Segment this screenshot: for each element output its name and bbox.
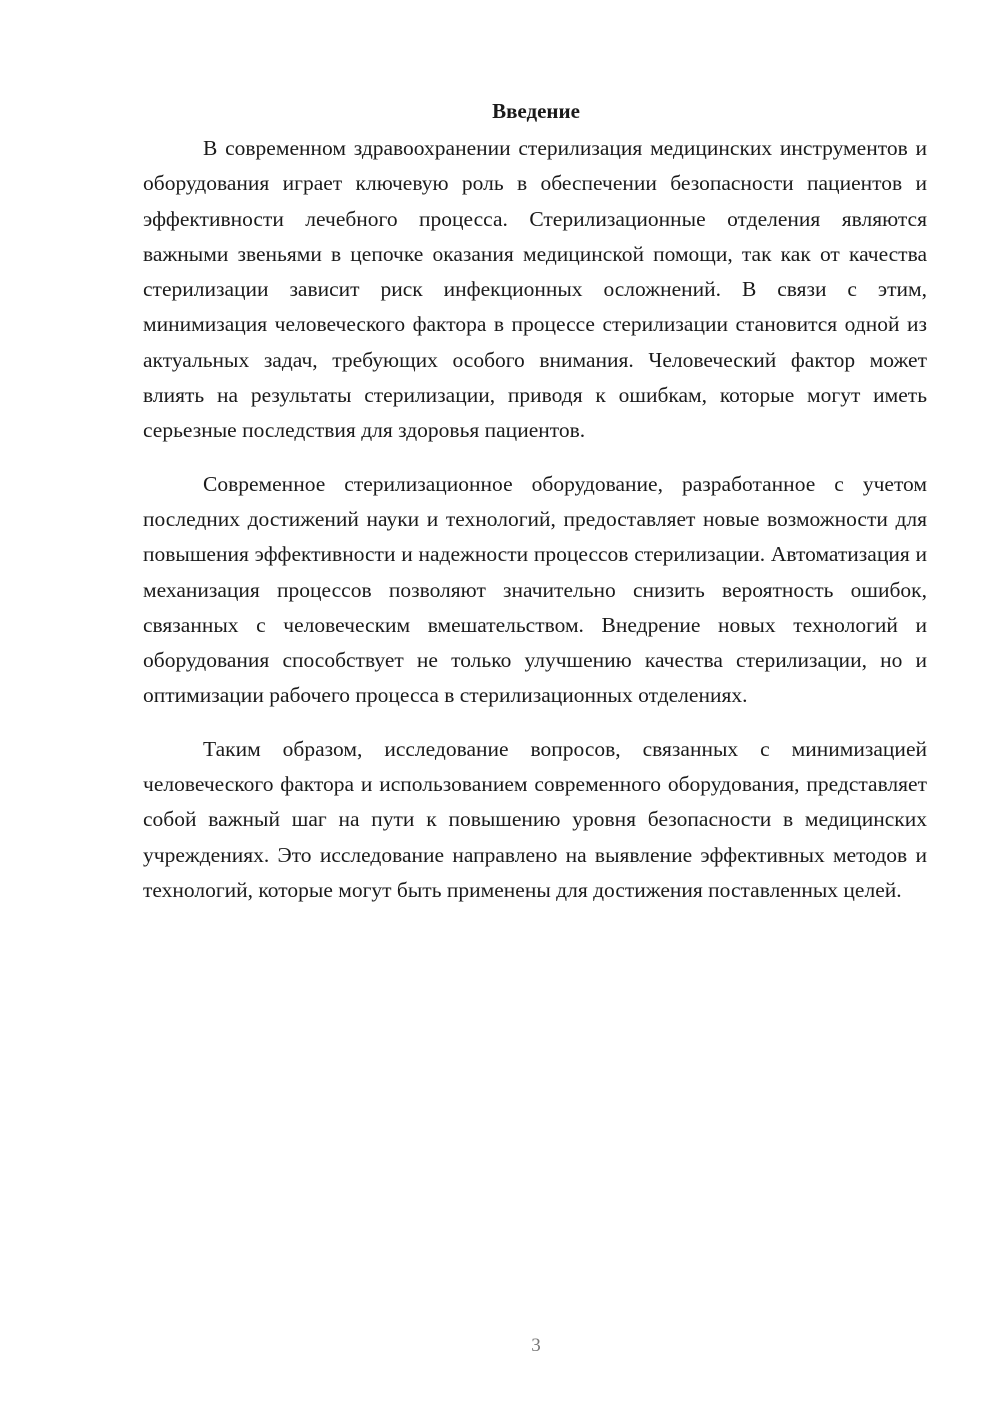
section-title: Введение — [492, 99, 580, 123]
page-number: 3 — [531, 1335, 541, 1356]
paragraph-1: В современном здравоохранении стерилизация медицинских инструментов и оборудования играет ключевую роль в обеспечении безопасности пациентов и эффективности лечебного процесса. Стерилизационные отделения являются важными звеньями в цепочке оказания медицинской помощи, так как от качества стерилизации зависит риск инфекционных осложнений. В связи с этим, минимизация человеческого фактора в процессе стерилизации становится одной из актуальных задач, требующих особого внимания. Человеческий фактор может влиять на результаты стерилизации, приводя к ошибкам, которые могут иметь серьезные последствия для здоровья пациентов. — [143, 136, 927, 443]
page-content — [143, 96, 927, 926]
paragraph-2: Современное стерилизационное оборудование, разработанное с учетом последних достижений науки и технологий, предоставляет новые возможности для повышения эффективности и надежности процессов стерилизации. Автоматизация и механизация процессов позволяют значительно снизить вероятность ошибок, связанных с человеческим вмешательством. Внедрение новых технологий и оборудования способствует не только улучшению качества стерилизации, но и оптимизации рабочего процесса в стерилизационных отделениях. — [143, 471, 927, 708]
paragraph-3: Таким образом, исследование вопросов, связанных с минимизацией человеческого фактора и использованием современного оборудования, представляет собой важный шаг на пути к повышению уровня безопасности в медицинских учреждениях. Это исследование направлено на выявление эффективных методов и технологий, которые могут быть применены для достижения поставленных целей. — [143, 736, 927, 902]
